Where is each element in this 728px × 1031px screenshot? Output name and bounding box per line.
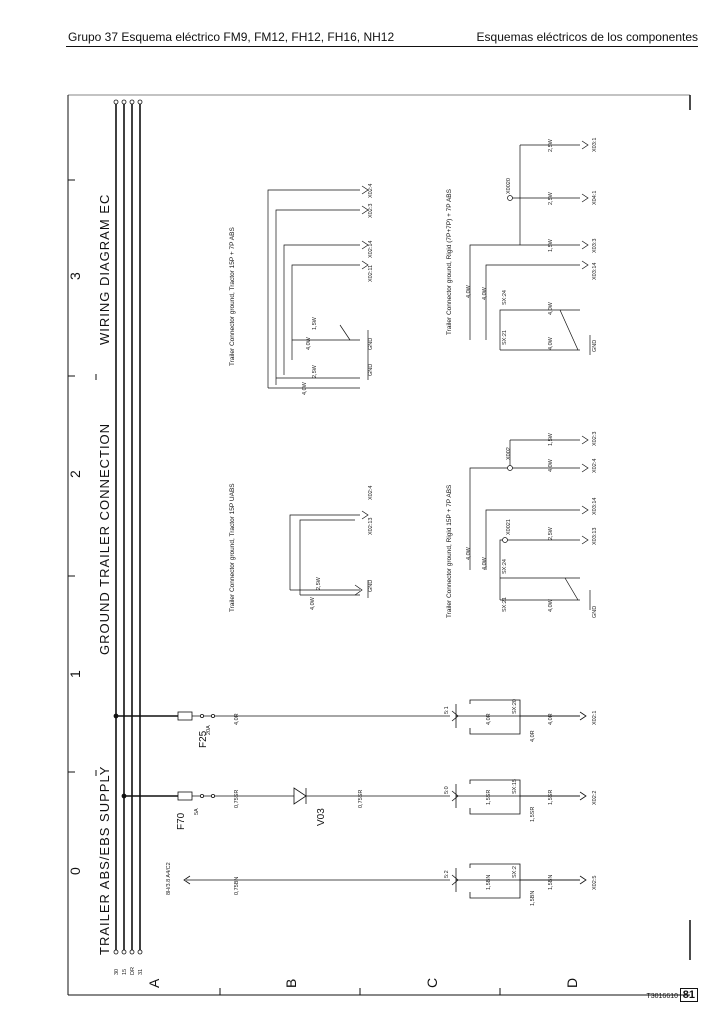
figure-code: T3016610 [646,993,678,1000]
box-rigid-15p-7p [470,436,590,610]
h4: 1,5W [312,317,318,330]
row-letter-a: A [146,978,162,988]
h3: 4,0W [306,337,312,350]
m5: 4,0W [482,287,488,300]
bus-terminals [114,100,142,954]
splice-s1: SX:20 [512,699,518,714]
fuse-f70-rating: 5A [194,808,200,815]
splice-s2: SX:15 [512,779,518,794]
header-right: Esquemas eléctricos de los componentes [476,30,698,44]
m5b: 4,0W [548,302,554,315]
wire-label-w4: 0,75BN [234,876,240,895]
m2: SX:24 [502,290,508,305]
wire-label-w1: 4,0R [234,713,240,725]
k4: X002 [506,447,512,460]
trailer-ref: 8H/3.8 A4/C2 [166,862,172,895]
circuit-bn [184,864,586,898]
box-title-2: Trailer Connector ground, Tractor 15P + 7P ABS [229,227,236,366]
h1: 4,0W [302,382,308,395]
m12: X03:1 [592,137,598,152]
m6: 1,5W [548,239,554,252]
g1: 4,0W [310,597,316,610]
splice-s3: SX:2 [512,866,518,878]
m8: 2,5W [548,139,554,152]
header-left: Grupo 37 Esquema eléctrico FM9, FM12, FH12, FH16, NH12 [68,30,395,44]
wire-label-d1: 4,0R [548,713,554,725]
conn-x3: X02:5 [592,875,598,890]
fuse-f25-name: F25 [198,730,209,748]
wire-label-r4: 4,0R [530,730,536,742]
h2: 2,5W [312,365,318,378]
h7: X02:3 [368,203,374,218]
column-number-1: 1 [67,670,83,678]
k2: SX:24 [502,559,508,574]
m1: SX:21 [502,330,508,345]
g4: X02:4 [368,485,374,500]
wire-label-w3: 0,75SR [358,789,364,808]
box-tractor-15p-7p [268,186,368,388]
wire-label-r5: 1,5SR [530,806,536,822]
wire-label-w2: 0,75SR [234,789,240,808]
power-bus [116,102,140,952]
wire-label-r1: 4,0R [486,713,492,725]
m4: 4,0W [466,285,472,298]
fuse-f25-rating: 20A [206,725,212,735]
bus-label-15: 15 [122,968,128,975]
k6: 4,0W [482,557,488,570]
gnd-3: GND [368,363,374,376]
diode-v03: V03 [316,808,327,826]
gnd-2: GND [368,337,374,350]
fuse-f70-name: F70 [176,812,187,830]
m3: X0020 [506,178,512,194]
row-letter-c: C [424,977,440,988]
title-supply: TRAILER ABS/EBS SUPPLY [97,765,112,955]
k3: X0021 [506,519,512,535]
k11: X03:14 [592,497,598,515]
g3: X02:13 [368,517,374,535]
box-title-3: Trailer Connector ground, Rigid 15P + 7P ABS [446,484,453,618]
k9: 1,5W [548,433,554,446]
k7: 2,5W [548,527,554,540]
column-number-0: 0 [67,867,83,875]
m10: X03:3 [592,238,598,253]
m7: 2,5W [548,192,554,205]
wire-label-d3: 1,5BN [548,874,554,890]
wire-label-r6: 1,5BN [530,890,536,906]
gnd-5: GND [592,339,598,352]
h6: X02:14 [368,240,374,258]
box-rigid-7p-7p [470,141,590,355]
h8: X02:4 [368,183,374,198]
conn-x1: X02:1 [592,710,598,725]
bus-label-dr: DR [130,967,136,975]
k10: X03:13 [592,527,598,545]
wire-label-r3: 1,5BN [486,874,492,890]
bus-label-30: 30 [114,968,120,975]
box-title-1: Trailer Connector ground, Tractor 15P UABS [229,483,236,612]
conn-c3: 5:2 [444,870,450,878]
gnd-4: GND [592,605,598,618]
conn-x2: X02:2 [592,790,598,805]
m11: X04:1 [592,190,598,205]
title-wiring: WIRING DIAGRAM EC [97,193,112,345]
row-letter-d: D [564,977,580,988]
row-letter-b: B [283,978,299,988]
gnd-1: GND [368,579,374,592]
k13: X02:3 [592,431,598,446]
m9: X03:14 [592,262,598,280]
title-ground: GROUND TRAILER CONNECTION [97,422,112,655]
column-number-3: 3 [67,272,83,280]
k1: SX:21 [502,597,508,612]
k5: 4,0W [466,547,472,560]
wire-label-r2: 1,5SR [486,789,492,805]
box-tractor-15p-uabs [290,511,368,598]
wire-label-d2: 1,5SR [548,789,554,805]
k12-w: 4,0W [548,459,554,472]
h5: X02:11 [368,264,374,282]
g2: 2,5W [316,577,322,590]
page-number: 81 [680,988,698,1002]
k8: 4,0W [548,599,554,612]
k12: X02:4 [592,458,598,473]
conn-c1: 5:1 [444,706,450,714]
conn-c2: 5:0 [444,786,450,794]
bus-label-31: 31 [138,968,144,975]
box-title-4: Trailer Connector ground, Rigid (7P+7P) + 7P ABS [446,189,453,335]
column-number-2: 2 [67,470,83,478]
m4b: 4,0W [548,337,554,350]
